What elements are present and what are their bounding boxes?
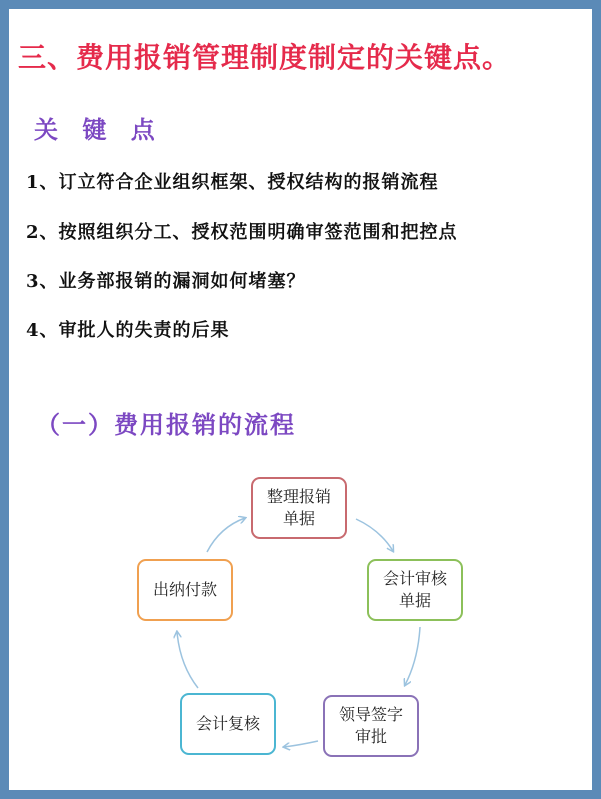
flow-node-accounting-recheck: 会计复核 xyxy=(180,693,276,755)
flow-node-organize-receipts: 整理报销单据 xyxy=(251,477,347,539)
key-point-2: 2、按照组织分工、授权范围明确审签范围和把控点 xyxy=(26,222,458,243)
key-points-heading: 关 键 点 xyxy=(34,115,163,144)
flow-node-accounting-review: 会计审核单据 xyxy=(367,559,463,621)
flow-node-cashier-payment: 出纳付款 xyxy=(137,559,233,621)
page-title: 三、费用报销管理制度制定的关键点。 xyxy=(18,41,512,74)
key-point-4: 4、审批人的失责的后果 xyxy=(26,320,230,341)
key-point-3: 3、业务部报销的漏洞如何堵塞？ xyxy=(26,271,306,292)
key-point-1: 1、订立符合企业组织框架、授权结构的报销流程 xyxy=(26,172,439,193)
flow-heading: （一）费用报销的流程 xyxy=(36,410,296,439)
flow-node-leader-approval: 领导签字审批 xyxy=(323,695,419,757)
